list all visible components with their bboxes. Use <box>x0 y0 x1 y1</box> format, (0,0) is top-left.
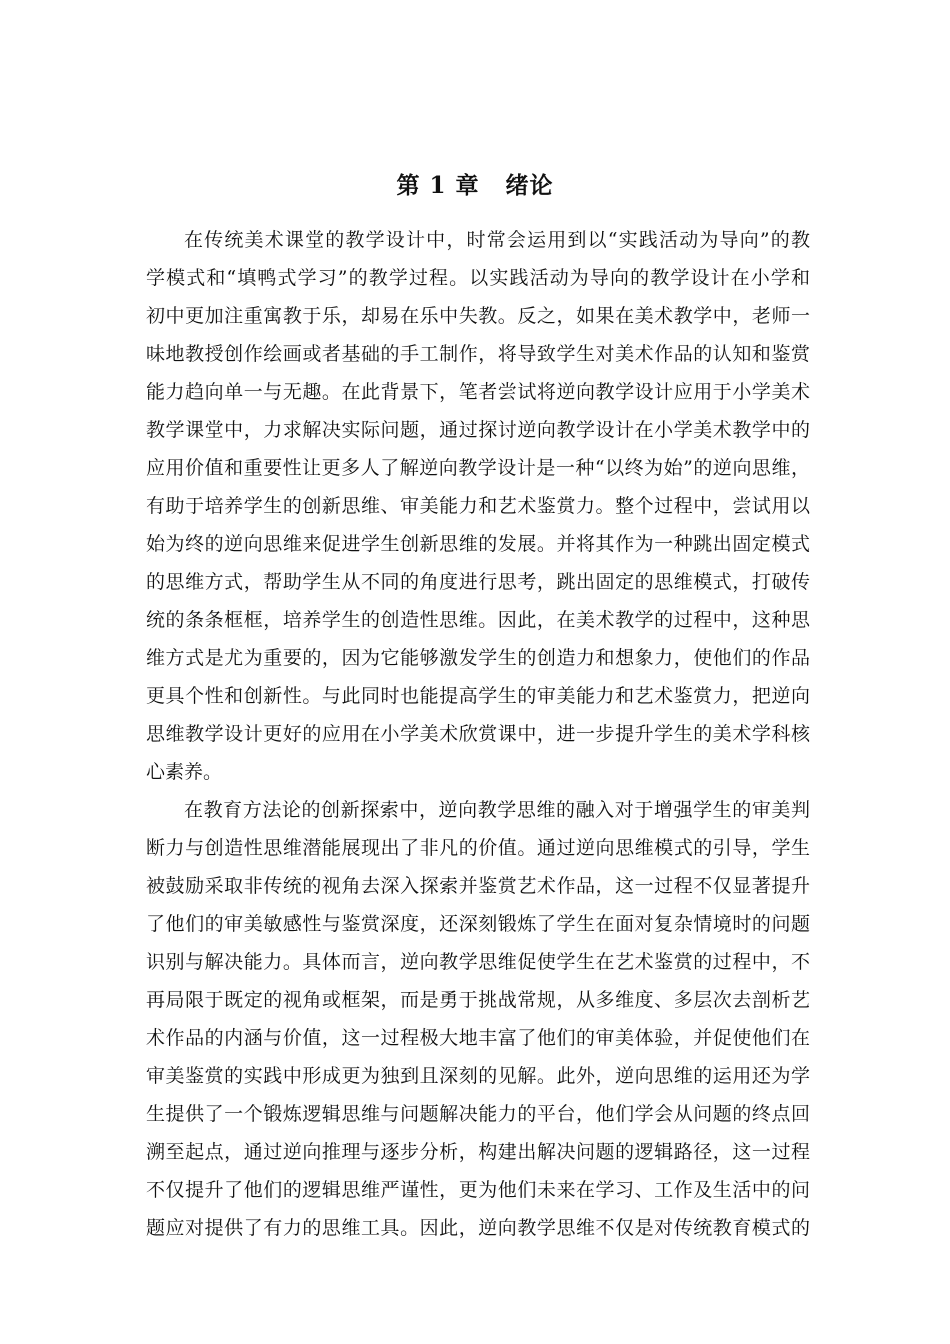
text-line: 再局限于既定的视角或框架，而是勇于挑战常规，从多维度、多层次去剖析艺 <box>146 989 810 1011</box>
text-line: 审美鉴赏的实践中形成更为独到且深刻的见解。此外，逆向思维的运用还为学 <box>146 1065 810 1087</box>
text-line: 断力与创造性思维潜能展现出了非凡的价值。通过逆向思维模式的引导，学生 <box>146 837 810 859</box>
text-line: 溯至起点，通过逆向推理与逐步分析，构建出解决问题的逻辑路径，这一过程 <box>146 1141 810 1163</box>
text-line: 生提供了一个锻炼逻辑思维与问题解决能力的平台，他们学会从问题的终点回 <box>146 1103 810 1125</box>
chapter-heading <box>0 168 950 204</box>
text-line: 题应对提供了有力的思维工具。因此，逆向教学思维不仅是对传统教育模式的 <box>146 1217 810 1239</box>
text-line: 心素养。 <box>146 761 223 783</box>
text-line: 了他们的审美敏感性与鉴赏深度，还深刻锻炼了学生在面对复杂情境时的问题 <box>146 913 810 935</box>
text-line: 学模式和“填鸭式学习”的教学过程。以实践活动为导向的教学设计在小学和 <box>146 267 810 289</box>
paragraph-2 <box>146 791 810 1247</box>
text-line: 味地教授创作绘画或者基础的手工制作，将导致学生对美术作品的认知和鉴赏 <box>146 343 810 365</box>
chapter-number: 第 1 章 <box>396 172 480 199</box>
text-line: 不仅提升了他们的逻辑思维严谨性，更为他们未来在学习、工作及生活中的问 <box>146 1179 810 1201</box>
text-line: 被鼓励采取非传统的视角去深入探索并鉴赏艺术作品，这一过程不仅显著提升 <box>146 875 810 897</box>
text-line: 能力趋向单一与无趣。在此背景下，笔者尝试将逆向教学设计应用于小学美术 <box>146 381 810 403</box>
text-line: 初中更加注重寓教于乐，却易在乐中失教。反之，如果在美术教学中，老师一 <box>146 305 810 327</box>
text-line: 教学课堂中，力求解决实际问题，通过探讨逆向教学设计在小学美术教学中的 <box>146 419 810 441</box>
text-line: 始为终的逆向思维来促进学生创新思维的发展。并将其作为一种跳出固定模式 <box>146 533 810 555</box>
text-line: 有助于培养学生的创新思维、审美能力和艺术鉴赏力。整个过程中，尝试用以 <box>146 495 810 517</box>
text-line: 术作品的内涵与价值，这一过程极大地丰富了他们的审美体验，并促使他们在 <box>146 1027 810 1049</box>
text-line: 更具个性和创新性。与此同时也能提高学生的审美能力和艺术鉴赏力，把逆向 <box>146 685 810 707</box>
body-text <box>146 221 810 1247</box>
text-line: 应用价值和重要性让更多人了解逆向教学设计是一种“以终为始”的逆向思维， <box>146 457 810 479</box>
text-line: 维方式是尤为重要的，因为它能够激发学生的创造力和想象力，使他们的作品 <box>146 647 810 669</box>
paragraph-1 <box>146 221 810 791</box>
text-line: 在传统美术课堂的教学设计中，时常会运用到以“实践活动为导向”的教 <box>184 229 810 251</box>
text-line: 识别与解决能力。具体而言，逆向教学思维促使学生在艺术鉴赏的过程中，不 <box>146 951 810 973</box>
chapter-title-text: 绪论 <box>505 172 554 199</box>
text-line: 思维教学设计更好的应用在小学美术欣赏课中，进一步提升学生的美术学科核 <box>146 723 810 745</box>
text-line: 统的条条框框，培养学生的创造性思维。因此，在美术教学的过程中，这种思 <box>146 609 810 631</box>
text-line: 在教育方法论的创新探索中，逆向教学思维的融入对于增强学生的审美判 <box>184 799 810 821</box>
text-line: 的思维方式，帮助学生从不同的角度进行思考，跳出固定的思维模式，打破传 <box>146 571 810 593</box>
